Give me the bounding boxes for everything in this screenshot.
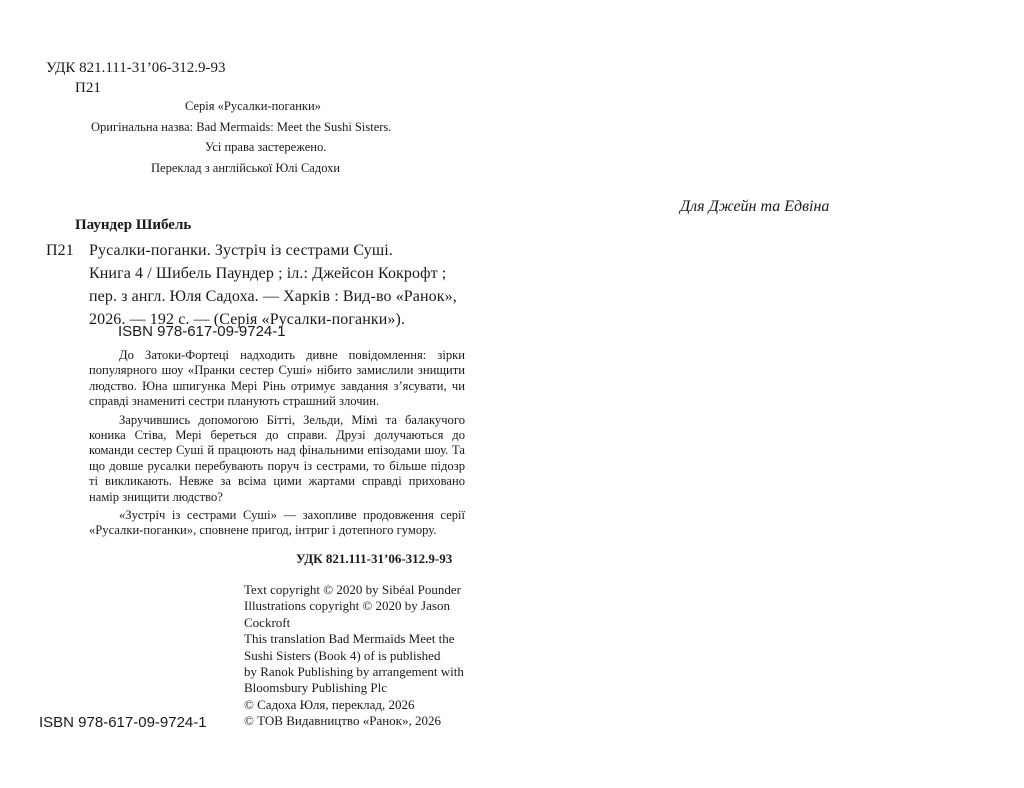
annotation-paragraph: «Зустріч із сестрами Суші» — захопливе продовження серії «Русалки-поганки», сповнене пригод, інтриг і дотепного гумору. bbox=[89, 508, 465, 538]
catalog-line: пер. з англ. Юля Садоха. — Харків : Вид-во «Ранок», bbox=[89, 288, 457, 305]
catalog-line: 2026. — 192 с. — (Серія «Русалки-поганки»). bbox=[89, 311, 406, 328]
copyright-line: Sushi Sisters (Book 4) of is published bbox=[244, 647, 441, 663]
catalog-author-heading: Паундер Шибель bbox=[75, 217, 192, 233]
copyright-line: Text copyright © 2020 by Sibéal Pounder bbox=[244, 582, 461, 597]
author-mark-top: П21 bbox=[75, 80, 101, 96]
annotation-paragraph: До Затоки-Фортеці надходить дивне повідомлення: зірки популярного шоу «Пранки сестер Суші» нібито замислили знищити людство. Юна шпигунка Мері Рінь отримує завдання з’ясувати, чи справді знамениті сестри планують страшний злочин. bbox=[89, 348, 465, 409]
catalog-description bbox=[89, 239, 457, 331]
catalog-mark: П21 bbox=[46, 242, 74, 259]
copyright-line: Bloomsbury Publishing Plc bbox=[244, 680, 388, 696]
copyright-block bbox=[244, 582, 464, 730]
catalog-line: Книга 4 / Шибель Паундер ; іл.: Джейсон Кокрофт ; bbox=[89, 265, 447, 282]
copyright-line: This translation Bad Mermaids Meet the bbox=[244, 631, 455, 647]
catalog-isbn: ISBN 978-617-09-9724-1 bbox=[118, 323, 286, 340]
copyright-line: © Садоха Юля, переклад, 2026 bbox=[244, 696, 415, 712]
copyright-line: Illustrations copyright © 2020 by Jason bbox=[244, 598, 450, 614]
original-title: Оригінальна назва: Bad Mermaids: Meet the Sushi Sisters. bbox=[91, 120, 392, 134]
copyright-line: Cockroft bbox=[244, 614, 291, 630]
udk-top: УДК 821.111-31’06-312.9-93 bbox=[46, 60, 226, 76]
catalog-line: Русалки-поганки. Зустріч із сестрами Суші. bbox=[89, 242, 393, 259]
annotation-paragraph: Заручившись допомогою Бітті, Зельди, Мімі та балакучого коника Стіва, Мері береться до справи. Друзі долучаються до команди сестер Суші й працюють над фінальними епізодами шоу. Та що довше русалки перебувають поруч із сестрами, то більше підозр ті викликають. Невже за всіма цими жартами справді приховано намір знищити людство? bbox=[89, 412, 465, 504]
udk-bottom: УДК 821.111-31’06-312.9-93 bbox=[296, 551, 453, 566]
rights-reserved: Усі права застережено. bbox=[205, 140, 327, 154]
dedication: Для Джейн та Едвіна bbox=[680, 198, 830, 215]
translator-line: Переклад з англійської Юлі Садохи bbox=[151, 161, 341, 175]
isbn-bottom: ISBN 978-617-09-9724-1 bbox=[39, 714, 207, 731]
annotation bbox=[89, 348, 465, 539]
copyright-line: by Ranok Publishing by arrangement with bbox=[244, 664, 464, 680]
series-line: Серія «Русалки-поганки» bbox=[185, 99, 321, 113]
copyright-line: © ТОВ Видавництво «Ранок», 2026 bbox=[244, 713, 441, 729]
